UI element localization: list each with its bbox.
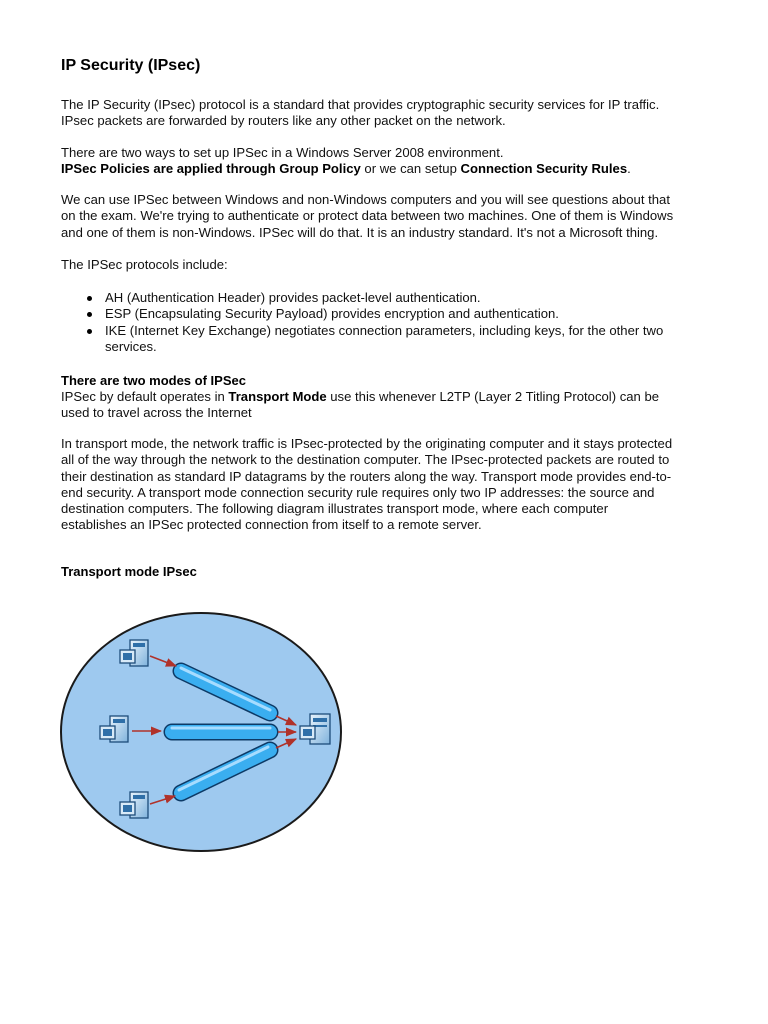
modes-paragraph [61,389,721,422]
intro-paragraph [61,97,721,130]
transport-line-6: establishes an IPSec protected connection from itself to a remote server. [61,517,482,533]
intro-line-2: IPsec packets are forwarded by routers like any other packet on the network. [61,113,506,129]
setup-line-1: There are two ways to set up IPSec in a Windows Server 2008 environment. [61,145,504,160]
setup-middle: or we can setup [360,161,461,177]
transport-paragraph [61,436,721,534]
group-policy-bold: IPSec Policies are applied through Group Policy [61,161,361,177]
protocols-intro: The IPSec protocols include: [61,257,228,272]
transport-line-3: their destination as standard IP datagrams by the routers along the way. Transport mode provides end-to- [61,468,672,484]
protocols-list [61,290,721,355]
setup-paragraph [61,145,721,178]
windows-paragraph [61,192,721,241]
modes-heading: There are two modes of IPSec [61,373,246,388]
transport-line-1: In transport mode, the network traffic is IPsec-protected by the originating computer and it stays protected [61,436,673,451]
bullet-icon [87,329,92,334]
transport-mode-diagram [58,608,348,858]
ipsec-tunnel-middle [172,728,270,732]
bullet-icon [87,312,92,317]
intro-line-1: The IP Security (IPsec) protocol is a standard that provides cryptographic security services for IP traffic. [61,97,660,112]
transport-line-2: all of the way through the network to the destination computer. The IPsec-protected packets are routed to [61,452,670,468]
page-title: IP Security (IPsec) [61,57,201,74]
windows-line-3: and one of them is non-Windows. IPSec will do that. It is an industry standard. It's not a Microsoft thing. [61,224,659,240]
bullet-icon [87,296,92,301]
transport-mode-bold: Transport Mode [228,389,327,404]
list-item: IKE (Internet Key Exchange) negotiates connection parameters, including keys, for the other two services. [61,323,721,356]
windows-line-1: We can use IPSec between Windows and non-Windows computers and you will see questions about that [61,192,670,207]
modes-after: use this whenever L2TP (Layer 2 Titling Protocol) can be [326,389,660,404]
windows-line-2: on the exam. We're trying to authenticate or protect data between two machines. One of them is Windows [61,208,674,224]
modes-before: IPSec by default operates in [61,389,229,404]
list-item: ESP (Encapsulating Security Payload) provides encryption and authentication. [61,306,721,322]
diagram-heading: Transport mode IPsec [61,564,197,579]
connection-rules-bold: Connection Security Rules [460,161,628,177]
transport-line-5: destination computers. The following diagram illustrates transport mode, where each computer [61,501,609,517]
list-item: AH (Authentication Header) provides packet-level authentication. [61,290,721,306]
transport-line-4: end security. A transport mode connection security rule requires only two IP addresses: the source and [61,484,655,500]
setup-end: . [627,161,631,177]
modes-line-2: used to travel across the Internet [61,405,252,421]
